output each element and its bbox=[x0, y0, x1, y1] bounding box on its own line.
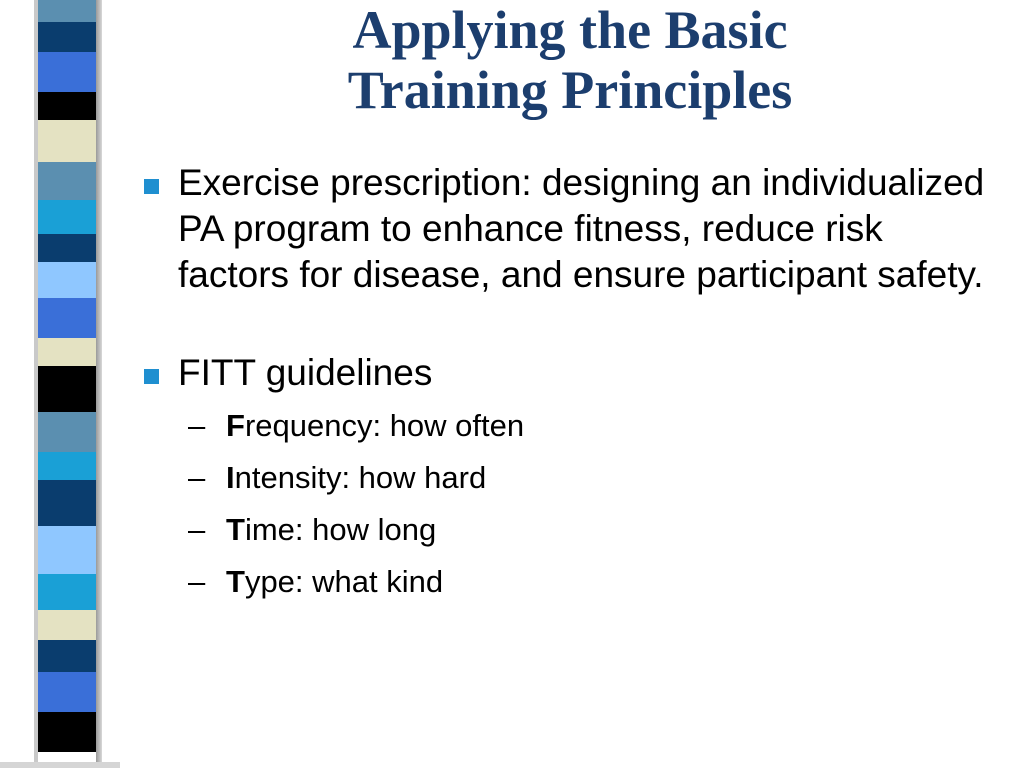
slide-title bbox=[220, 0, 920, 120]
stripe-block bbox=[38, 234, 96, 262]
decorative-stripe bbox=[38, 0, 96, 768]
fitt-sub-list bbox=[140, 400, 1000, 608]
dash-marker: – bbox=[188, 512, 206, 547]
bottom-shadow bbox=[0, 762, 120, 768]
stripe-block bbox=[38, 672, 96, 712]
sub-item-initial: T bbox=[226, 564, 245, 599]
stripe-block bbox=[38, 412, 96, 452]
stripe-block bbox=[38, 526, 96, 574]
stripe-block bbox=[38, 298, 96, 338]
sub-item-type bbox=[140, 556, 1000, 608]
dash-marker: – bbox=[188, 460, 206, 495]
sub-item-text: requency: how often bbox=[244, 408, 525, 443]
square-bullet-icon bbox=[144, 179, 159, 194]
sub-item-intensity bbox=[140, 452, 1000, 504]
stripe-block bbox=[38, 338, 96, 366]
sub-item-text: ype: what kind bbox=[244, 564, 444, 599]
sub-item-time bbox=[140, 504, 1000, 556]
stripe-block bbox=[38, 452, 96, 480]
stripe-block bbox=[38, 262, 96, 298]
stripe-block bbox=[38, 52, 96, 92]
square-bullet-icon bbox=[144, 369, 159, 384]
stripe-block bbox=[38, 200, 96, 234]
sub-item-text: ime: how long bbox=[244, 512, 437, 547]
stripe-block bbox=[38, 610, 96, 640]
bullet-exercise-prescription bbox=[140, 160, 1000, 298]
sub-item-initial: I bbox=[226, 460, 235, 495]
stripe-shadow-right bbox=[96, 0, 102, 768]
slide-title-line-2: Training Principles bbox=[347, 60, 793, 120]
stripe-block bbox=[38, 120, 96, 162]
stripe-block bbox=[38, 640, 96, 672]
sub-item-initial: F bbox=[226, 408, 245, 443]
sub-item-initial: T bbox=[226, 512, 245, 547]
bullet-text: FITT guidelines bbox=[178, 352, 433, 393]
stripe-block bbox=[38, 574, 96, 610]
stripe-block bbox=[38, 162, 96, 200]
sub-item-frequency bbox=[140, 400, 1000, 452]
dash-marker: – bbox=[188, 564, 206, 599]
stripe-block bbox=[38, 0, 96, 22]
stripe-block bbox=[38, 366, 96, 412]
stripe-block bbox=[38, 22, 96, 52]
stripe-block bbox=[38, 92, 96, 120]
slide-title-line-1: Applying the Basic bbox=[352, 0, 788, 60]
slide-body bbox=[140, 160, 1000, 608]
sub-item-text: ntensity: how hard bbox=[234, 460, 487, 495]
stripe-block bbox=[38, 480, 96, 526]
stripe-block bbox=[38, 712, 96, 752]
bullet-text: Exercise prescription: designing an individualized PA program to enhance fitness, reduce risk factors for disease, and ensure participant safety. bbox=[178, 162, 985, 295]
bullet-fitt-guidelines bbox=[140, 350, 1000, 396]
dash-marker: – bbox=[188, 408, 206, 443]
